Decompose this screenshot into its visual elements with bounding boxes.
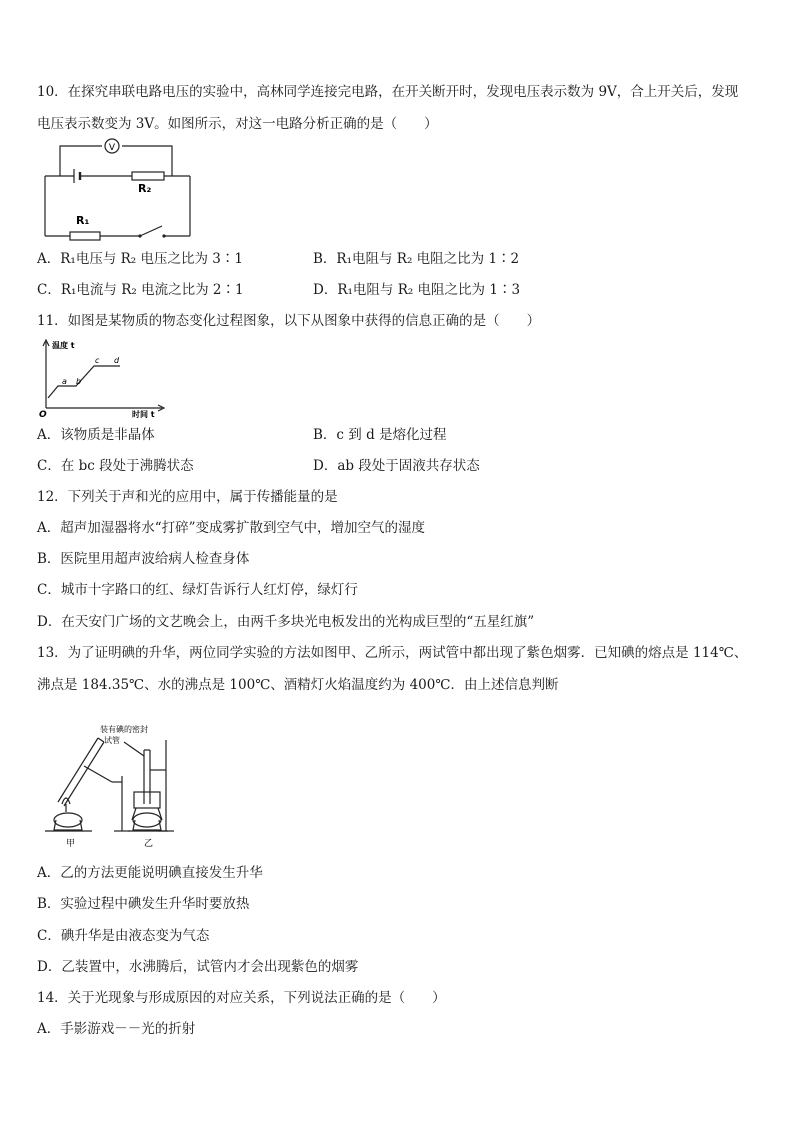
q13-stem-line2: 沸点是 184.35℃、水的沸点是 100℃、酒精灯火焰温度约为 400℃．由上述信息判断 [37, 677, 559, 693]
q12-option-d: D．在天安门广场的文艺晚会上，由两千多块光电板发出的光构成巨型的“五星红旗” [37, 614, 535, 630]
q11-option-d: D．ab 段处于固液共存状态 [313, 458, 480, 474]
tube-note-line1: 装有碘的密封 [100, 725, 148, 734]
q14-stem: 14．关于光现象与形成原因的对应关系，下列说法正确的是（ ） [37, 990, 446, 1006]
x-axis-label: 时间 t [132, 410, 155, 419]
q10-stem-line1: 10．在探究串联电路电压的实验中，高林同学连接完电路，在开关断开时，发现电压表示数为 9V，合上开关后，发现 [37, 84, 739, 100]
q10-option-a: A．R₁电压与 R₂ 电压之比为 3∶1 [37, 251, 243, 267]
r2-label: R₂ [138, 182, 152, 195]
q12-stem: 12．下列关于声和光的应用中，属于传播能量的是 [37, 489, 338, 505]
q13-iodine-apparatus [40, 720, 190, 850]
q14-option-a: A．手影游戏－－光的折射 [37, 1021, 196, 1037]
tube-note-line2: 试管 [104, 736, 120, 745]
q11-option-b: B．c 到 d 是熔化过程 [313, 427, 447, 443]
r1-label: R₁ [76, 214, 90, 227]
q11-temperature-time-graph [38, 336, 168, 420]
voltmeter-label: V [108, 143, 116, 153]
setup-jia-label: 甲 [66, 839, 76, 849]
q10-option-d: D．R₁电阻与 R₂ 电阻之比为 1∶3 [313, 282, 521, 298]
q10-stem-line2: 电压表示数变为 3V。如图所示，对这一电路分析正确的是（ ） [37, 116, 438, 132]
q12-option-a: A．超声加湿器将水“打碎”变成雾扩散到空气中，增加空气的湿度 [37, 520, 426, 536]
q13-option-d: D．乙装置中，水沸腾后，试管内才会出现紫色的烟雾 [37, 959, 359, 975]
q10-option-c: C．R₁电流与 R₂ 电流之比为 2∶1 [37, 282, 244, 298]
q13-option-a: A．乙的方法更能说明碘直接发生升华 [37, 865, 263, 881]
point-a-label: a [62, 377, 67, 386]
q10-circuit-diagram [40, 136, 200, 246]
point-b-label: b [76, 377, 82, 386]
y-axis-label: 温度 t [52, 341, 75, 350]
point-c-label: c [95, 356, 100, 365]
q13-option-b: B．实验过程中碘发生升华时要放热 [37, 896, 250, 912]
q11-option-a: A．该物质是非晶体 [37, 427, 155, 443]
setup-yi-label: 乙 [144, 839, 154, 849]
q11-stem: 11．如图是某物质的物态变化过程图象，以下从图象中获得的信息正确的是（ ） [37, 313, 541, 329]
q10-option-b: B．R₁电阻与 R₂ 电阻之比为 1∶2 [313, 251, 520, 267]
q13-stem-line1: 13．为了证明碘的升华，两位同学实验的方法如图甲、乙所示，两试管中都出现了紫色烟雾．已知碘的熔点是 114℃、 [37, 645, 748, 661]
q12-option-c: C．城市十字路口的红、绿灯告诉行人红灯停，绿灯行 [37, 582, 358, 598]
origin-label: O [39, 410, 47, 420]
point-d-label: d [114, 356, 120, 365]
q13-option-c: C．碘升华是由液态变为气态 [37, 928, 210, 944]
q11-option-c: C．在 bc 段处于沸腾状态 [37, 458, 194, 474]
q12-option-b: B．医院里用超声波给病人检查身体 [37, 551, 250, 567]
